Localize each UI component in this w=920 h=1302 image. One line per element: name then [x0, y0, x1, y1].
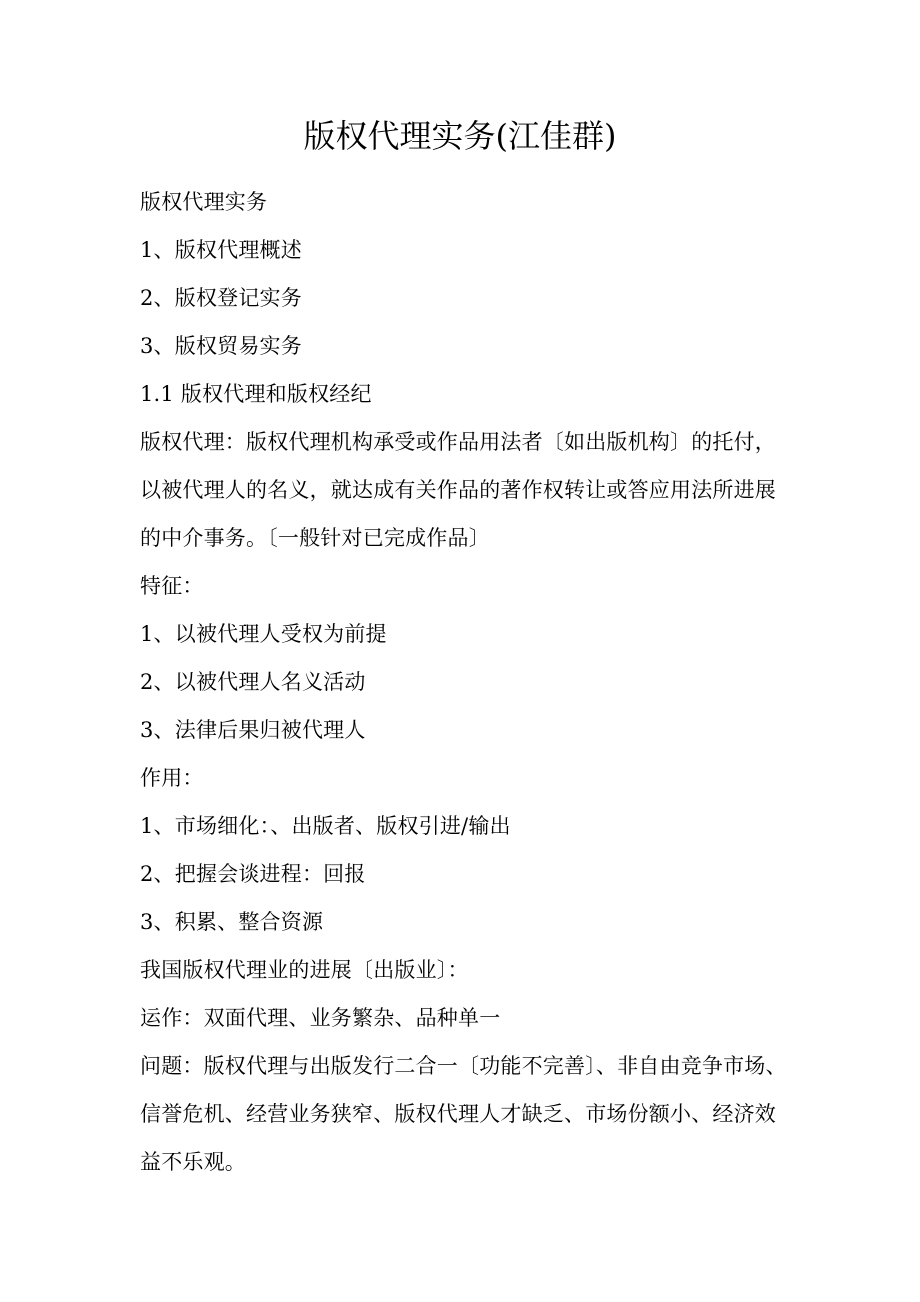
list-item: 3、法律后果归被代理人: [140, 718, 366, 742]
paragraph-line: 运作：双面代理、业务繁杂、品种单一: [140, 1006, 501, 1030]
paragraph-line: 益不乐观。: [140, 1150, 246, 1174]
outline-item: 2、版权登记实务: [140, 286, 302, 310]
outline-item: 3、版权贸易实务: [140, 334, 302, 358]
label-line: 我国版权代理业的进展〔出版业〕：: [140, 958, 469, 982]
paragraph-line: 问题：版权代理与出版发行二合一〔功能不完善〕、非自由竞争市场、: [140, 1054, 787, 1078]
document-title: 版权代理实务(江佳群): [303, 117, 617, 155]
document-body: [140, 178, 805, 1186]
label-line: 特征：: [140, 574, 204, 598]
label-line: 作用：: [140, 766, 204, 790]
paragraph-line: 的中介事务。〔一般针对已完成作品〕: [140, 526, 490, 550]
list-item: 1、以被代理人受权为前提: [140, 622, 387, 646]
paragraph-line: 版权代理：版权代理机构承受或作品用法者〔如出版机构〕的托付，: [140, 430, 776, 454]
list-item: 2、以被代理人名义活动: [140, 670, 366, 694]
list-item: 1、市场细化：、出版者、版权引进/输出: [140, 814, 511, 838]
list-item: 2、把握会谈进程：回报: [140, 862, 366, 886]
paragraph-line: 以被代理人的名义，就达成有关作品的著作权转让或答应用法所进展: [140, 478, 776, 502]
subsection-heading: 1.1 版权代理和版权经纪: [140, 382, 372, 406]
section-heading: 版权代理实务: [140, 190, 268, 214]
paragraph-line: 信誉危机、经营业务狭窄、版权代理人才缺乏、市场份额小、经济效: [140, 1102, 776, 1126]
outline-item: 1、版权代理概述: [140, 238, 302, 262]
list-item: 3、积累、整合资源: [140, 910, 324, 934]
